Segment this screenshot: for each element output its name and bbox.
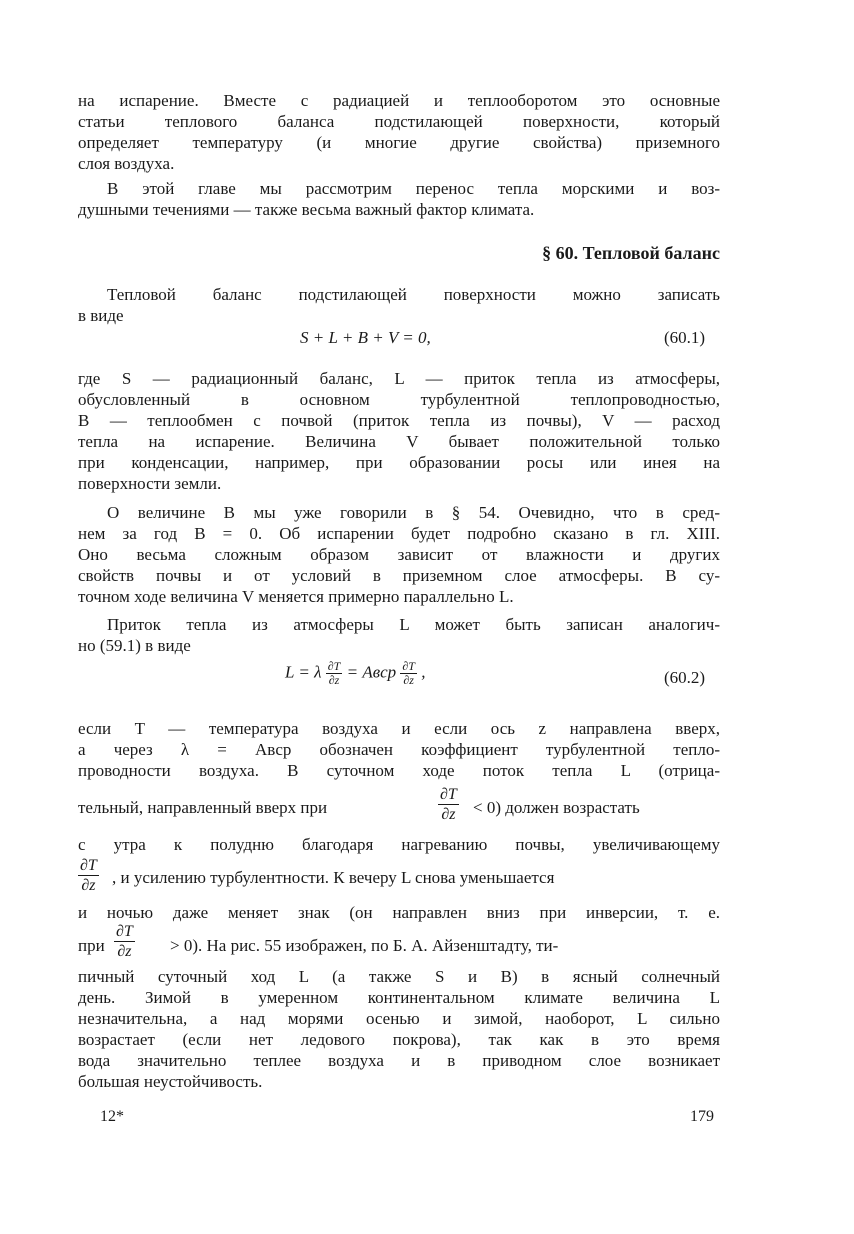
text-line: слоя воздуха. [78,154,175,173]
fraction-numerator: ∂T [80,857,97,874]
text-line: возрастает (если нет ледового покрова), так как в это время [78,1030,720,1049]
fraction-denominator: ∂z [117,943,132,960]
text-line: незначительна, а над морями осенью и зимой, наоборот, L сильно [78,1009,720,1028]
text-line: где S — радиационный баланс, L — приток тепла из атмосферы, [78,369,720,388]
section-heading: § 60. Тепловой баланс [542,243,720,263]
text-line: с утра к полудню благодаря нагреванию почвы, увеличивающему [78,835,720,854]
text-line: Тепловой баланс подстилающей поверхности можно записать [107,285,720,304]
signature-mark: 12* [100,1108,124,1125]
text-line: B — теплообмен с почвой (приток тепла из почвы), V — расход [78,411,720,430]
text-line: Оно весьма сложным образом зависит от влажности и других [78,545,720,564]
text-line: вода значительно теплее воздуха и в приводном слое возникает [78,1051,720,1070]
text-line: но (59.1) в виде [78,636,191,655]
text-line: на испарение. Вместе с радиацией и теплооборотом это основные [78,91,720,110]
text-line: свойств почвы и от условий в приземном слое атмосферы. В су- [78,566,720,585]
text-line: в виде [78,306,124,325]
fraction-denominator: ∂z [403,673,414,687]
text-line: обусловленный в основном турбулентной теплопроводностью, [78,390,720,409]
text-line: тепла на испарение. Величина V бывает положительной только [78,432,720,451]
text-line: день. Зимой в умеренном континентальном климате величина L [78,988,720,1007]
text-line: при конденсации, например, при образовании росы или инея на [78,453,720,472]
text-line: Приток тепла из атмосферы L может быть записан аналогич- [107,615,720,634]
equation-60-1: S + L + B + V = 0, [300,328,431,347]
eq2-tail: , [421,662,426,682]
paragraph-5-rest [78,966,720,1092]
partial-derivative-fraction [400,660,417,687]
text-line: статьи теплового баланса подстилающей поверхности, который [78,112,720,131]
text-line-with-fraction [78,922,720,966]
text-line: нем за год B = 0. Об испарении будет подробно сказано в гл. XIII. [78,524,720,543]
text-line-with-fraction [78,785,720,829]
inline-text: > 0). На рис. 55 изображен, по Б. А. Айзенштадту, ти- [170,936,559,955]
partial-derivative-fraction [326,660,343,687]
text-line: а через λ = Aвcp обозначен коэффициент турбулентной тепло- [78,740,720,759]
fraction-numerator: ∂T [440,786,457,803]
paragraph-1 [78,284,720,326]
text-line: пичный суточный ход L (а также S и B) в ясный солнечный [78,967,720,986]
text-line: большая неустойчивость. [78,1072,263,1091]
text-line: и ночью даже меняет знак (он направлен вниз при инверсии, т. е. [78,903,720,922]
inline-text: , и усилению турбулентности. К вечеру L снова уменьшается [112,868,555,887]
fraction-numerator: ∂T [402,659,415,673]
fraction-numerator: ∂T [116,923,133,940]
text-line: точном ходе величина V меняется примерно параллельно L. [78,587,514,606]
paragraph-4 [78,614,720,656]
eq2-lhs: L = λ [285,662,322,682]
fraction-denominator: ∂z [328,673,340,687]
chapter-paragraph [78,178,720,220]
partial-derivative-fraction [438,785,459,824]
partial-derivative-fraction [78,856,99,895]
text-line-block [78,834,720,855]
text-line: душными течениями — также весьма важный фактор климата. [78,200,535,219]
text-line: В этой главе мы рассмотрим перенос тепла морскими и воз- [107,179,720,198]
equation-60-1-number: (60.1) [664,328,706,347]
text-line: проводности воздуха. В суточном ходе поток тепла L (отрица- [78,761,720,780]
text-line: если T — температура воздуха и если ось z направлена вверх, [78,719,720,738]
equation-60-2-number: (60.2) [664,668,706,687]
fraction-denominator: ∂z [81,877,96,894]
fraction-denominator: ∂z [441,806,456,823]
intro-paragraph [78,90,720,174]
inline-text: при [78,936,105,955]
inline-text: тельный, направленный вверх при [78,798,328,817]
equation-60-2 [285,660,425,687]
text-line-block [78,902,720,923]
page-number: 179 [690,1108,714,1125]
text-line: определяет температуру (и многие другие свойства) приземного [78,133,720,152]
text-line: О величине B мы уже говорили в § 54. Очевидно, что в сред- [107,503,720,522]
text-line: поверхности земли. [78,474,222,493]
eq2-mid: = Aвcp [346,662,397,682]
paragraph-3 [78,502,720,607]
inline-text: < 0) должен возрастать [473,798,640,817]
fraction-numerator: ∂T [327,659,341,673]
paragraph-2 [78,368,720,494]
text-line-with-fraction [78,856,720,898]
paragraph-5 [78,718,720,781]
partial-derivative-fraction [114,922,135,961]
